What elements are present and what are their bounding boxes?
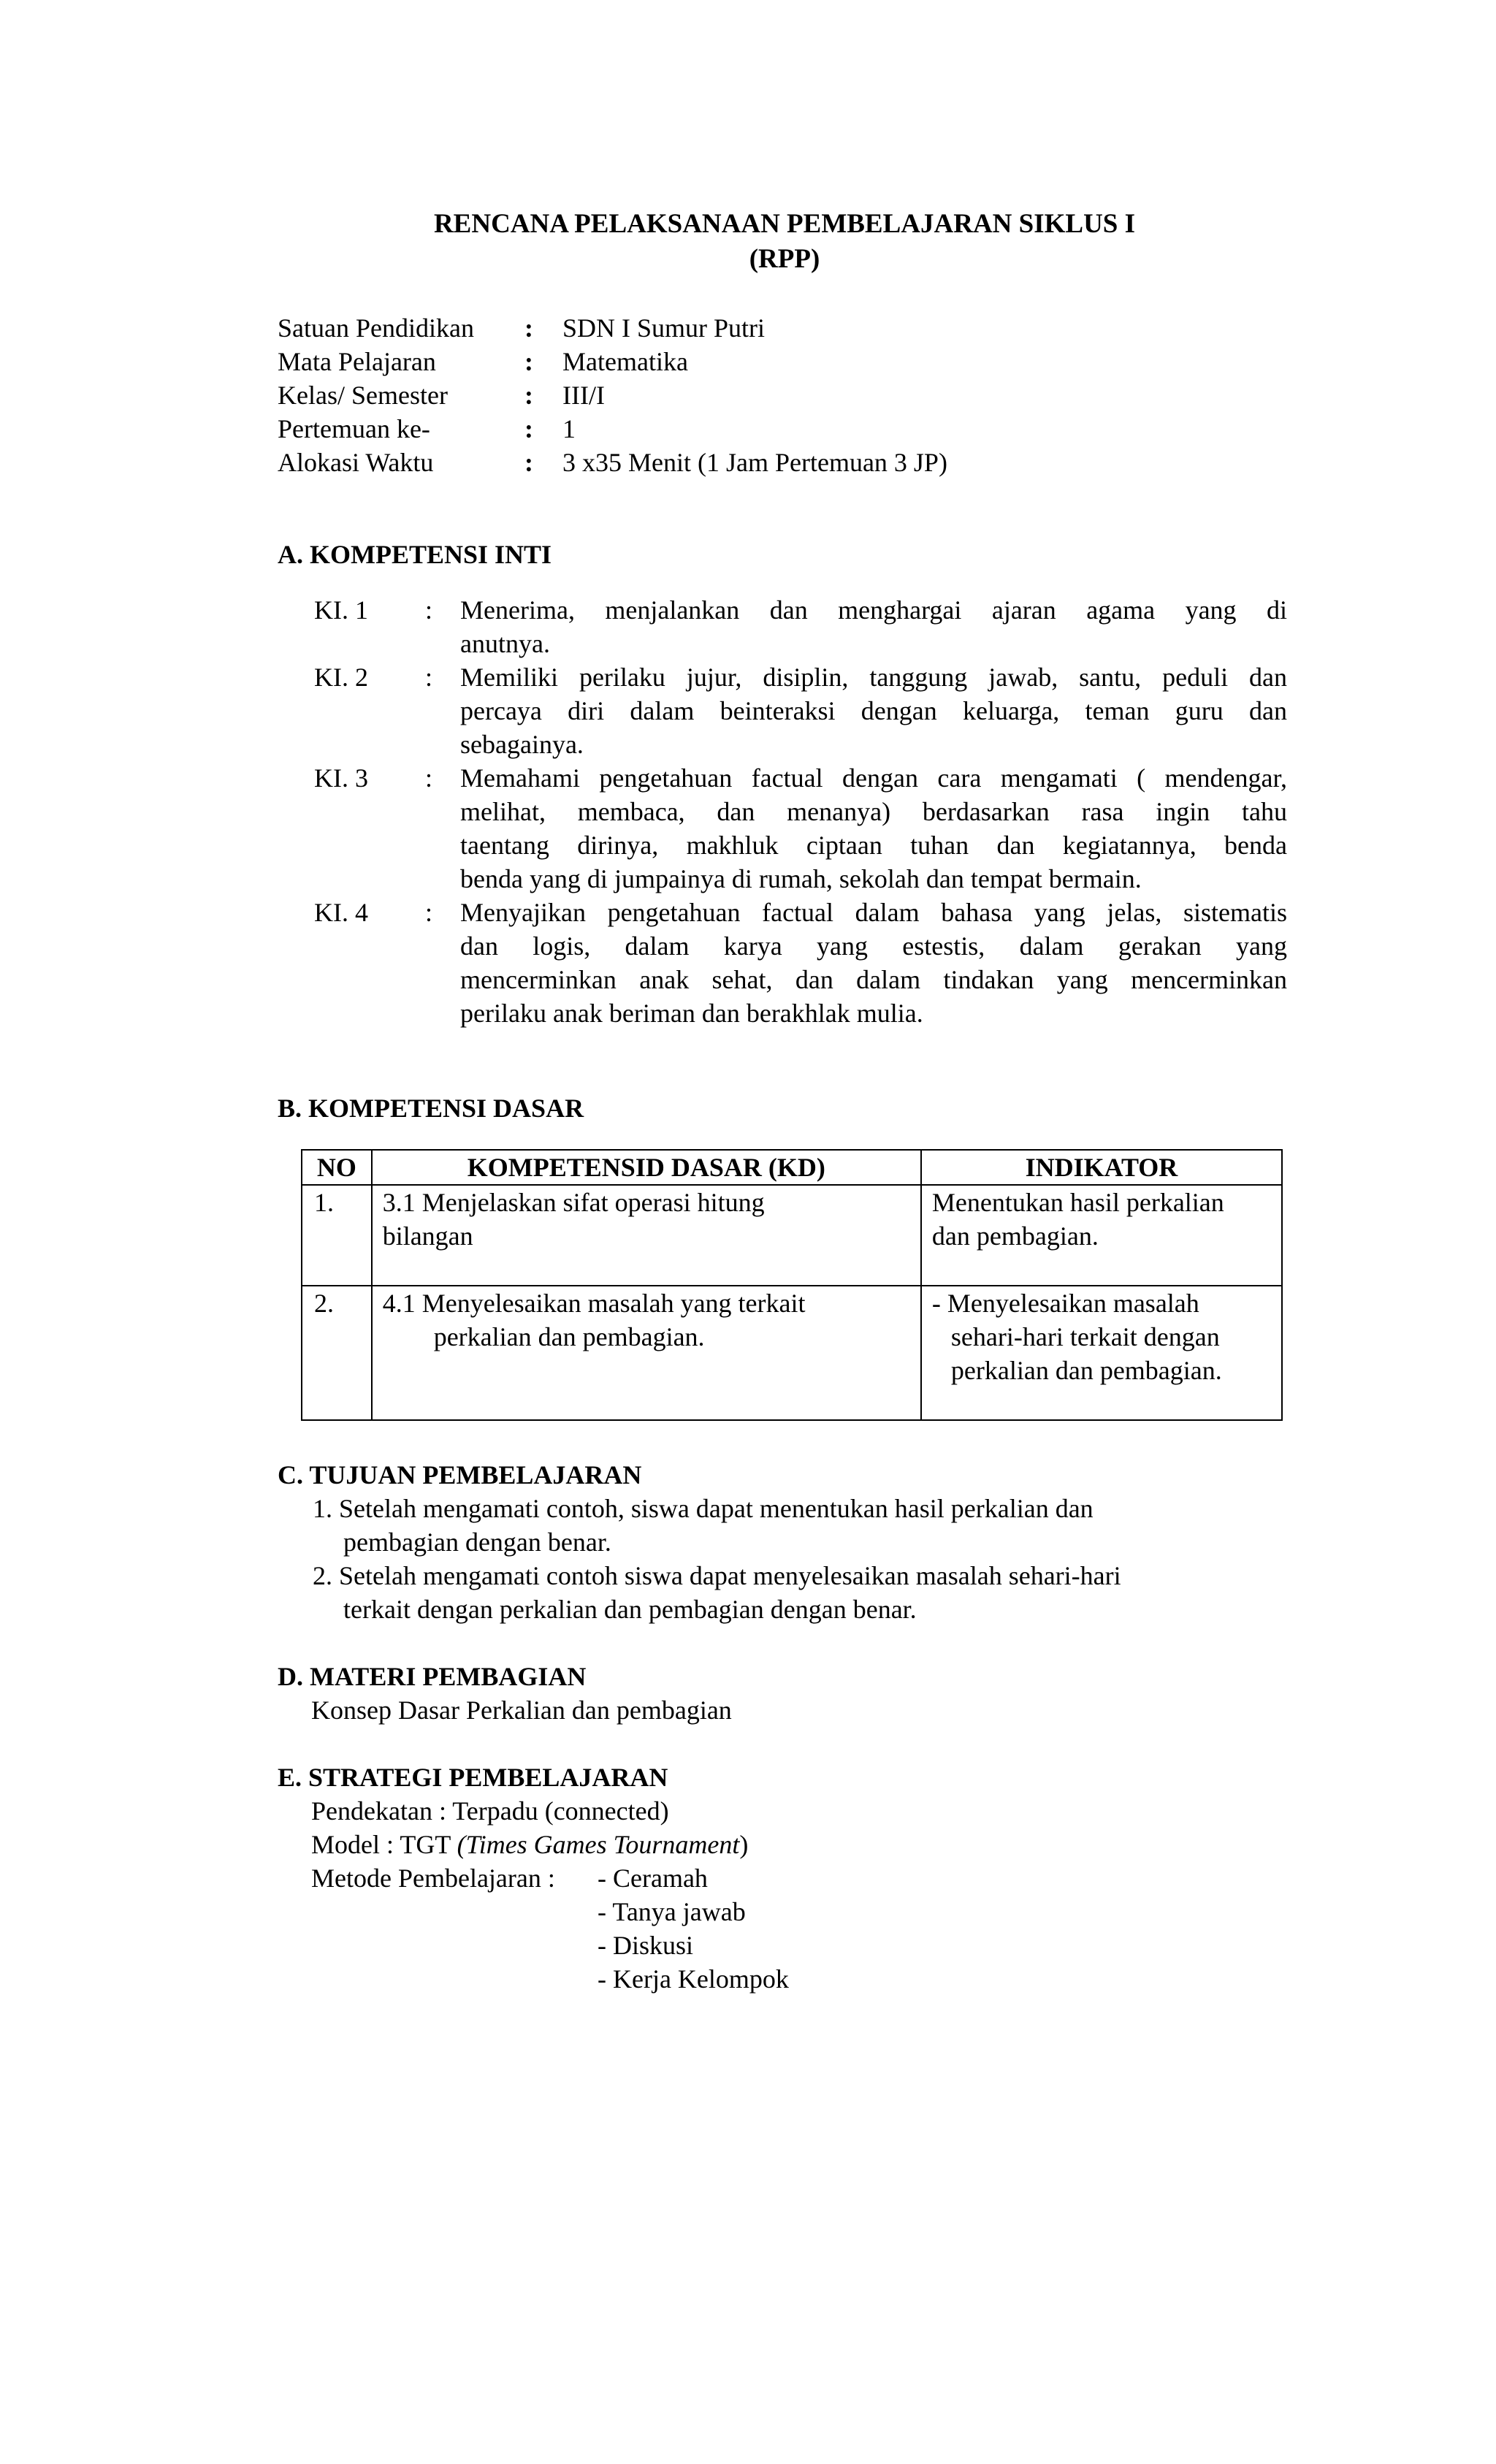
kd-line: 3.1 Menjelaskan sifat operasi hitung bbox=[382, 1188, 765, 1217]
info-value-kelas: III/I bbox=[562, 381, 605, 410]
indikator-line: Menentukan hasil perkalian bbox=[931, 1188, 1224, 1217]
document-title: RENCANA PELAKSANAAN PEMBELAJARAN SIKLUS I bbox=[433, 209, 1136, 239]
metode-item: - Kerja Kelompok bbox=[598, 1964, 789, 1994]
ki-3-line: taentang dirinya, makhluk ciptaan tuhan dan kegiatannya, benda bbox=[460, 831, 1287, 860]
ki-colon: : bbox=[425, 663, 433, 692]
section-a-heading: A. KOMPETENSI INTI bbox=[278, 540, 552, 569]
info-colon: : bbox=[524, 448, 533, 477]
table-header-indikator: INDIKATOR bbox=[921, 1150, 1282, 1185]
ki-3-line: Memahami pengetahuan factual dengan cara mengamati ( mendengar, bbox=[460, 763, 1287, 793]
section-b-heading: B. KOMPETENSI DASAR bbox=[278, 1094, 584, 1123]
ki-2-text bbox=[460, 660, 1287, 761]
ki-4-line: mencerminkan anak sehat, dan dalam tindakan yang mencerminkan bbox=[460, 965, 1287, 994]
table-cell-no: 2. bbox=[302, 1286, 372, 1420]
ki-3-line: benda yang di jumpainya di rumah, sekolah dan tempat bermain. bbox=[460, 864, 1142, 893]
info-colon: : bbox=[524, 347, 533, 376]
table-header-row bbox=[302, 1150, 1282, 1185]
info-label-mapel: Mata Pelajaran bbox=[278, 347, 436, 376]
info-label-kelas: Kelas/ Semester bbox=[278, 381, 448, 410]
ki-1-line: anutnya. bbox=[460, 629, 550, 658]
info-label-pertemuan: Pertemuan ke- bbox=[278, 414, 430, 443]
ki-2-line: sebagainya. bbox=[460, 730, 584, 759]
kd-line: 4.1 Menyelesaikan masalah yang terkait bbox=[382, 1289, 806, 1318]
kd-line: bilangan bbox=[382, 1221, 473, 1251]
materi-text: Konsep Dasar Perkalian dan pembagian bbox=[311, 1696, 732, 1725]
model-suffix: ) bbox=[739, 1830, 749, 1859]
ki-4-line: Menyajikan pengetahuan factual dalam bahasa yang jelas, sistematis bbox=[460, 898, 1287, 927]
section-d-heading: D. MATERI PEMBAGIAN bbox=[278, 1662, 587, 1691]
model-prefix: Model : TGT bbox=[311, 1830, 457, 1859]
ki-colon: : bbox=[425, 595, 433, 625]
table-cell-indikator bbox=[921, 1286, 1282, 1420]
info-value-pertemuan: 1 bbox=[562, 414, 576, 443]
tujuan-item-2-cont: terkait dengan perkalian dan pembagian dengan benar. bbox=[343, 1595, 917, 1624]
info-colon: : bbox=[524, 313, 533, 343]
section-c-heading: C. TUJUAN PEMBELAJARAN bbox=[278, 1460, 642, 1490]
ki-4-label: KI. 4 bbox=[314, 898, 368, 927]
ki-3-label: KI. 3 bbox=[314, 763, 368, 793]
ki-3-line: melihat, membaca, dan menanya) berdasarkan rasa ingin tahu bbox=[460, 797, 1287, 826]
ki-2-line: percaya diri dalam beinteraksi dengan keluarga, teman guru dan bbox=[460, 696, 1287, 725]
info-value-alokasi: 3 x35 Menit (1 Jam Pertemuan 3 JP) bbox=[562, 448, 947, 477]
table-row bbox=[302, 1286, 1282, 1420]
table-row bbox=[302, 1185, 1282, 1286]
ki-1-text bbox=[460, 593, 1287, 660]
info-value-mapel: Matematika bbox=[562, 347, 688, 376]
ki-1-line: Menerima, menjalankan dan menghargai ajaran agama yang di bbox=[460, 595, 1287, 625]
indikator-line: - Menyelesaikan masalah bbox=[931, 1289, 1199, 1318]
kd-line: perkalian dan pembagian. bbox=[433, 1322, 705, 1351]
ki-1-label: KI. 1 bbox=[314, 595, 368, 625]
indikator-line: sehari-hari terkait dengan bbox=[950, 1322, 1220, 1351]
tujuan-item-1: 1. Setelah mengamati contoh, siswa dapat menentukan hasil perkalian dan bbox=[313, 1494, 1094, 1523]
table-cell-indikator bbox=[921, 1185, 1282, 1286]
info-colon: : bbox=[524, 381, 533, 410]
ki-4-text bbox=[460, 896, 1287, 1030]
ki-2-line: Memiliki perilaku jujur, disiplin, tanggung jawab, santu, peduli dan bbox=[460, 663, 1287, 692]
model-name: (Times Games Tournament bbox=[457, 1830, 740, 1859]
metode-item: - Tanya jawab bbox=[598, 1897, 746, 1926]
metode-item: - Ceramah bbox=[598, 1864, 708, 1893]
kompetensi-dasar-table bbox=[301, 1149, 1283, 1421]
table-cell-kd bbox=[372, 1185, 921, 1286]
metode-item: - Diskusi bbox=[598, 1931, 694, 1960]
metode-label: Metode Pembelajaran : bbox=[311, 1864, 555, 1893]
document-subtitle: (RPP) bbox=[749, 244, 820, 274]
tujuan-item-1-cont: pembagian dengan benar. bbox=[343, 1527, 611, 1557]
info-colon: : bbox=[524, 414, 533, 443]
ki-colon: : bbox=[425, 898, 433, 927]
model-text bbox=[311, 1828, 748, 1861]
ki-colon: : bbox=[425, 763, 433, 793]
table-cell-kd bbox=[372, 1286, 921, 1420]
table-header-kd: KOMPETENSID DASAR (KD) bbox=[372, 1150, 921, 1185]
ki-3-text bbox=[460, 761, 1287, 896]
table-cell-no: 1. bbox=[302, 1185, 372, 1286]
info-value-satuan: SDN I Sumur Putri bbox=[562, 313, 766, 343]
tujuan-item-2: 2. Setelah mengamati contoh siswa dapat menyelesaikan masalah sehari-hari bbox=[313, 1561, 1121, 1590]
info-label-alokasi: Alokasi Waktu bbox=[278, 448, 434, 477]
pendekatan-text: Pendekatan : Terpadu (connected) bbox=[311, 1796, 669, 1826]
ki-2-label: KI. 2 bbox=[314, 663, 368, 692]
ki-4-line: dan logis, dalam karya yang estestis, dalam gerakan yang bbox=[460, 931, 1287, 961]
indikator-line: perkalian dan pembagian. bbox=[950, 1356, 1222, 1385]
ki-4-line: perilaku anak beriman dan berakhlak mulia. bbox=[460, 999, 923, 1028]
indikator-line: dan pembagian. bbox=[931, 1221, 1099, 1251]
table-header-no: NO bbox=[302, 1150, 372, 1185]
section-e-heading: E. STRATEGI PEMBELAJARAN bbox=[278, 1763, 668, 1792]
info-label-satuan: Satuan Pendidikan bbox=[278, 313, 474, 343]
